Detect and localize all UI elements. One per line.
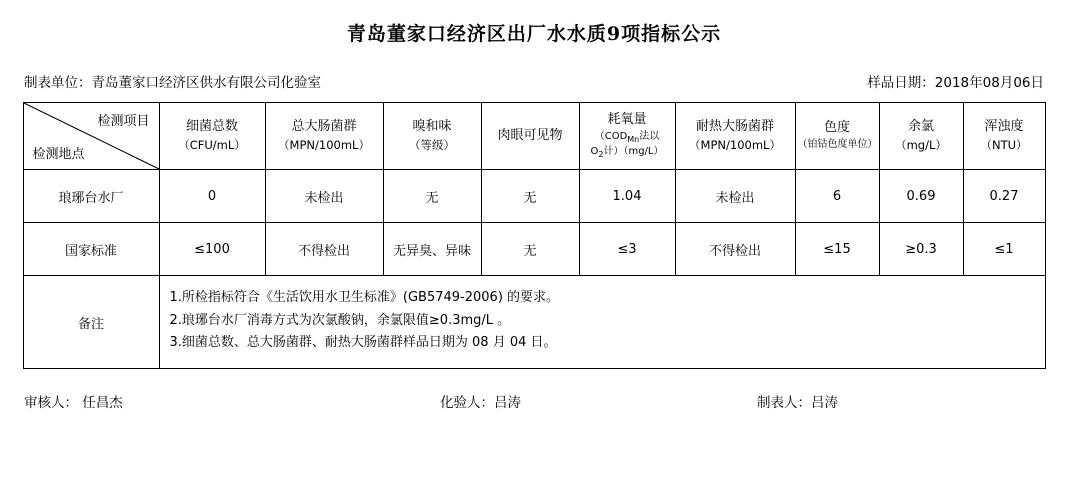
cell-residual-chlorine: ≥0.3: [879, 223, 963, 276]
header-sub-part3: 计）（mg/L）: [603, 146, 664, 158]
cell-total-coliform: 不得检出: [265, 223, 383, 276]
cell-bacteria: ≤100: [159, 223, 265, 276]
signature-row: [0, 391, 1068, 413]
cell-thermotolerant-coliform: 未检出: [675, 170, 795, 223]
header-sub-text: （铂钴色度单位）: [797, 139, 878, 151]
cell-chromaticity: 6: [795, 170, 879, 223]
page-title: 青岛董家口经济区出厂水水质9项指标公示: [346, 23, 722, 45]
column-header-total-coliform: [265, 103, 383, 170]
water-quality-table: [23, 102, 1046, 369]
table-row: [23, 223, 1045, 276]
header-sub-text: （NTU）: [980, 138, 1028, 153]
column-header-turbidity: [963, 103, 1045, 170]
header-sub-text: （mg/L）: [895, 138, 947, 153]
header-sub-2: 2: [598, 150, 604, 160]
header-main-text: 肉眼可见物: [497, 127, 563, 143]
header-main-text: 总大肠菌群: [291, 119, 357, 135]
header-sub-text: （CFU/mL）: [178, 138, 246, 153]
column-header-chromaticity: [795, 103, 879, 170]
cell-visible-matter: 无: [481, 170, 579, 223]
cell-turbidity: 0.27: [963, 170, 1045, 223]
tester-label: 化验人：吕涛: [440, 395, 521, 411]
cell-chromaticity: ≤15: [795, 223, 879, 276]
header-main-text: 浑浊度: [984, 119, 1024, 135]
column-header-bacteria: [159, 103, 265, 170]
header-sub-text2: $O_2$计）（mg/L）: [590, 146, 664, 160]
table-header-row: [23, 103, 1045, 170]
cell-odor-taste: 无: [383, 170, 481, 223]
header-sub-mn: Mn: [627, 134, 640, 144]
cell-turbidity: ≤1: [963, 223, 1045, 276]
header-sub-part1: （COD: [594, 130, 628, 142]
remark-line-2: 2.琅琊台水厂消毒方式为次氯酸钠，余氯限值≥0.3mg/L 。: [169, 312, 511, 328]
column-header-thermotolerant-coliform: [675, 103, 795, 170]
column-header-visible-matter: [481, 103, 579, 170]
cell-visible-matter: 无: [481, 223, 579, 276]
header-main-text: 色度: [823, 120, 850, 136]
cell-odor-taste: 无异臭、异味: [383, 223, 481, 276]
row-label-plant: 琅琊台水厂: [23, 170, 159, 223]
column-header-label: 检测项目: [97, 114, 150, 129]
row-header-label: 检测地点: [32, 147, 85, 162]
remark-line-1: 1.所检指标符合《生活饮用水卫生标准》(GB5749-2006) 的要求。: [169, 289, 560, 305]
cell-oxygen-consumption: 1.04: [579, 170, 675, 223]
header-sub-text: （MPN/100mL）: [689, 138, 781, 153]
remark-body: [159, 276, 1045, 369]
meta-row: [0, 71, 1068, 91]
remark-line-3: 3.细菌总数、总大肠菌群、耐热大肠菌群样品日期为 08 月 04 日。: [169, 335, 557, 351]
remark-label: 备注: [23, 276, 159, 369]
header-main-text: 耗氧量: [607, 111, 647, 127]
row-label-standard: 国家标准: [23, 223, 159, 276]
cell-total-coliform: 未检出: [265, 170, 383, 223]
column-header-residual-chlorine: [879, 103, 963, 170]
reviewer-label: 审核人： 任昌杰: [24, 395, 123, 411]
header-main-text: 细菌总数: [185, 119, 238, 135]
sample-date-label: 样品日期：2018年08月06日: [867, 75, 1044, 91]
header-main-text: 余氯: [907, 119, 934, 135]
header-main-text: 耐热大肠菌群: [695, 119, 774, 135]
header-sub-text: [582, 130, 673, 146]
column-header-odor-taste: [383, 103, 481, 170]
preparer-label: 制表人：吕涛: [757, 395, 838, 411]
cell-oxygen-consumption: ≤3: [579, 223, 675, 276]
cell-thermotolerant-coliform: 不得检出: [675, 223, 795, 276]
corner-header-cell: [23, 103, 159, 170]
column-header-oxygen-consumption: [579, 103, 675, 170]
header-sub-text: （等级）: [409, 138, 455, 153]
cell-residual-chlorine: 0.69: [879, 170, 963, 223]
prepared-by-label: 制表单位：青岛董家口经济区供水有限公司化验室: [24, 75, 321, 91]
header-sub-part2: 法以: [639, 130, 660, 142]
header-sub-text: （MPN/100mL）: [278, 138, 370, 153]
table-row: [23, 170, 1045, 223]
remark-row: [23, 276, 1045, 369]
header-main-text: 嗅和味: [412, 119, 452, 135]
cell-bacteria: 0: [159, 170, 265, 223]
